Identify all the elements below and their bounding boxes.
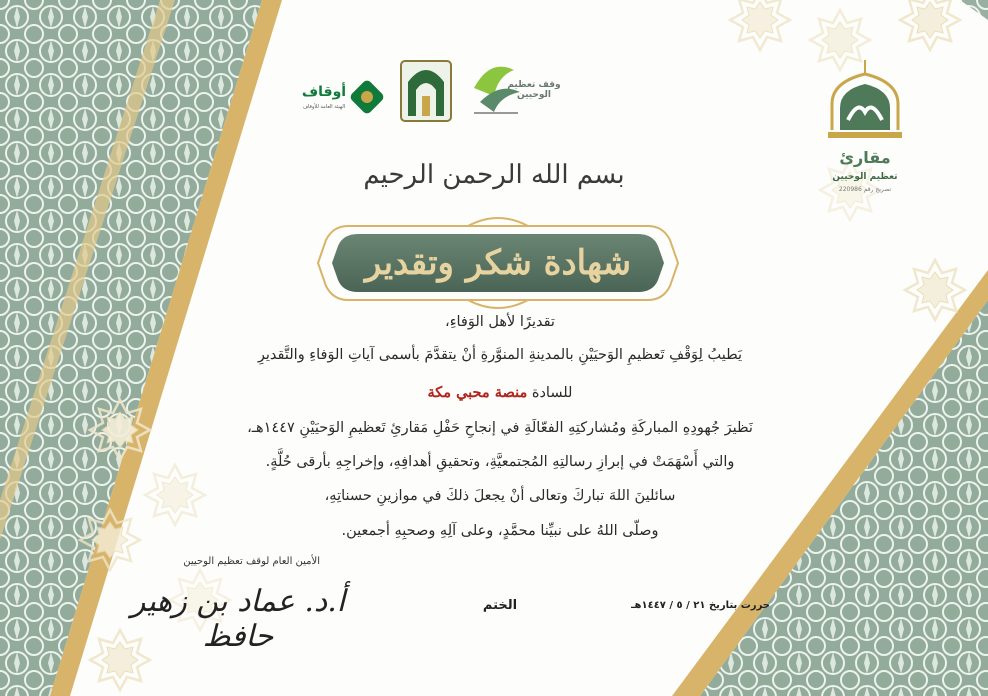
body-line-5: والتي أَسْهَمَتْ في إبرازِ رسالتِهِ المُجتمعيَّةِ، وتحقيقِ أهدافِهِ، وإخراجِهِ بأرقى حُلَّةٍ.	[265, 454, 735, 470]
awqaf-logo-subtext: الهيئة العامة للأوقاف	[302, 104, 346, 110]
title-banner	[318, 220, 678, 306]
awqaf-logo-text: أوقاف	[301, 84, 347, 100]
issue-date: حررت بتاريخ ٢١ / ٥ / ١٤٤٧هـ	[631, 600, 770, 611]
awqaf-logo	[296, 80, 386, 130]
maqari-logo-subtext: تصريح رقم 220986	[838, 186, 892, 193]
signatory-name: أ.د. عماد بن زهير حافظ	[130, 584, 346, 654]
ministry-logo	[400, 60, 452, 122]
signatory-title: الأمين العام لوقف تعظيم الوحيين	[183, 556, 320, 567]
recipient-prefix: للسادة	[531, 385, 573, 401]
certificate-title: شهادة شكر وتقدير	[364, 243, 632, 283]
body-line-2: يَطيبُ لِوَقْفِ تَعظيمِ الوَحيَيْنِ بالمدينةِ المنوَّرةِ أنْ يتقدَّمَ بأسمى آياتِ الوَفاءِ والتَّقديرِ	[257, 347, 743, 363]
body-line-4: نَظيرَ جُهودِهِ المباركَةِ ومُشاركتِهِ الفعّالَةِ في إنجاحِ حَفْلِ مَقارئِ تَعظيمِ الوَحيَيْنِ ١٤٤٧هـ،	[247, 420, 753, 436]
bismillah-heading: بسم الله الرحمن الرحيم	[363, 160, 625, 190]
waqf-logo-text: وقف تعظيم الوحيين	[507, 80, 561, 100]
body-line-7: وصلّى اللهُ على نبيِّنا محمَّدٍ، وعلى آلِهِ وصحبِهِ أجمعين.	[341, 523, 659, 539]
waqf-logo	[470, 62, 570, 132]
mosque-emblem-icon	[400, 60, 452, 122]
body-line-6: سائلينَ اللهَ تباركَ وتعالى أنْ يجعلَ ذلكَ في موازينِ حسناتِهِ،	[324, 488, 676, 504]
recipient-name: منصة محبي مكة	[427, 384, 528, 401]
seal-label: الختم	[482, 598, 518, 613]
body-line-1: تقديرًا لأهل الوَفاءِ،	[445, 314, 555, 330]
recipient-line	[230, 384, 770, 401]
maqari-logo-text: تعظيم الوحيين	[832, 172, 898, 182]
maqari-logo-title: مقارئ	[839, 148, 891, 167]
